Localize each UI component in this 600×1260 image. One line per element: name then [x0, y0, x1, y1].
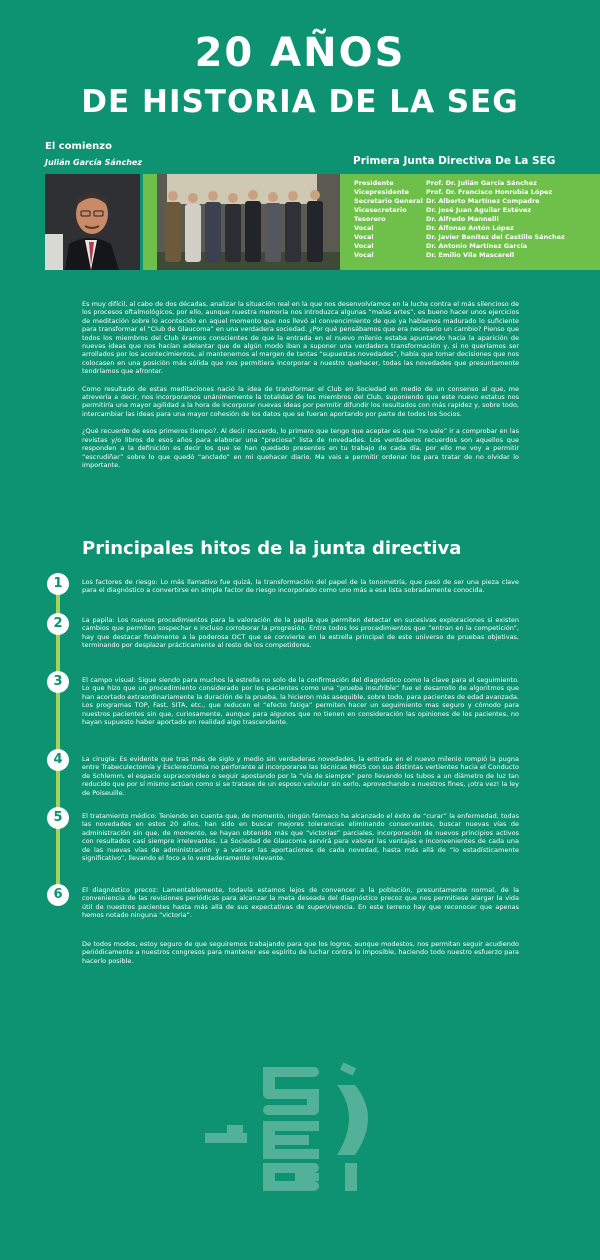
accent-strip	[143, 174, 157, 270]
milestone-number-6: 6	[47, 884, 69, 906]
intro-paragraph-3: ¿Qué recuerdo de esos primeros tiempo?. Al decir recuerdo, lo primero que tengo que aceptar es que “no vale” ir a comprobar en las revistas y/o libros de esos años para elaborar una “preciosa” lista de novedades. Los verdaderos recuerdos son aquellos que responden a la definición es decir los que se han quedado presentes en tu trabajo de cada día, por ello me voy a permitir “escrudiñar” sobre lo que quedó “anclado” en mi quehacer diario. Ma vais a permitir ordenar los para tratar de no olvidar lo importante.	[82, 427, 519, 469]
milestone-text-2: La papila: Los nuevos procedimientos para la valoración de la papila que permiten detectar en sucesivas exploraciones si existen cambios que permiten sospechar e incluso corroborar la progresión. Entre todos los procedimientos que “entran en la competición”, hay que destacar finalmente a la poderosa OCT que se convierte en la estrella principal de este universo de pruebas objetivas, terminando por desplazar prácticamente al resto de los competidores.	[82, 616, 519, 650]
milestone-text-3: El campo visual: Sigue siendo para muchos la estrella no solo de la confirmación del diagnóstico como la clave para el seguimiento. Lo que hizo que un procedimiento considerado por los pacientes como una “prueba insufrible” fue el desarrollo de algoritmos que han acortado extraordinariamente la duración de la prueba, la hicieron más asequible, sobre todo, para pacientes de edad avanzada. Los programas TOP, Fast, SITA, etc., que reducen el “efecto fatiga” permiten hacer un seguimiento mas seguro y cómodo para nuestros pacientes sin que, curiosamente, aunque para algunos que no tienen en consideración las opiniones de los pacientes, no hayan supuesto haber aportado en realidad algo trascendente.	[82, 676, 519, 727]
board-name: Dr. Emilio Vila Mascarell	[426, 251, 515, 259]
board-row	[354, 224, 600, 233]
milestone-number-2: 2	[47, 613, 69, 635]
intro-text	[82, 300, 519, 478]
milestone-number-1: 1	[47, 573, 69, 595]
milestone-number-3: 3	[47, 671, 69, 693]
board-row	[354, 206, 600, 215]
board-role: Vocal	[354, 224, 374, 232]
board-name: Prof. Dr. Francisco Honrubia López	[426, 188, 553, 196]
title-line-2: DE HISTORIA DE LA SEG	[81, 84, 519, 120]
board-role: Vocal	[354, 233, 374, 241]
board-name: Prof. Dr. Julián García Sánchez	[426, 179, 537, 187]
milestone-text-5: El tratamiento médico: Teniendo en cuenta que, de momento, ningún fármaco ha alcanzado el éxito de “curar” la enfermedad, todas las novedades en estos 20 años, han sido en buscar mejores tolerancias eliminando conservantes, buscar nuevas vías de administración sin que, de momento, se hayan obtenido más que “victorias” parciales, incorporación de nuevos principios activos con resultados casi siempre irrelevantes. La Sociedad de Glaucoma servirá para valorar las ventajas e inconvenientes de cada una de las nuevas vías de administración y a valorar las aportaciones de cada novedad, hasta más allá de “lo estadísticamente significativo”, llevando el foco a lo verdaderamente relevante.	[82, 812, 519, 863]
logo-text: SEG	[298, 1194, 302, 1195]
seg-logo	[205, 1055, 395, 1195]
milestone-number-5: 5	[47, 807, 69, 829]
board-name: Dr. José Juan Aguilar Estévez	[426, 206, 532, 214]
title-line-1: 20 AÑOS	[194, 30, 406, 76]
board-name: Dr. Alfredo Mannelli	[426, 215, 499, 223]
board-role: Vicepresidente	[354, 188, 409, 196]
board-name: Dr. Antonio Martínez García	[426, 242, 528, 250]
board-row	[354, 233, 600, 242]
board-name: Dr. Alberto Martínez Compadre	[426, 197, 540, 205]
section-comienzo-title: El comienzo	[45, 141, 112, 152]
hitos-title: Principales hitos de la junta directiva	[82, 538, 462, 559]
board-role: Presidente	[354, 179, 394, 187]
board-role: Vocal	[354, 242, 374, 250]
group-photo	[157, 174, 340, 270]
intro-paragraph-2: Como resultado de estas meditaciones nació la idea de transformar el Club en Sociedad en medio de un consenso al que, me atrevería a decir, nos incorporamos unánimemente la totalidad de los miembros del Club, suponiendo que este nuevo estatus nos permitiría una mayor agilidad a la hora de incorporar nuevas ideas por permitir difundir los resultados con más rapidez y, sobre todo, intercambiar las ideas para una mayor cohesión de los datos que se fueran aportando por parte de todos los Socios.	[82, 384, 519, 418]
comienzo-author: Julián García Sánchez	[45, 158, 142, 167]
milestone-text-4: La cirugía: Es evidente que tras más de siglo y medio sin verdaderas novedades, la entrada en el nuevo milenio rompió la pugna entre Trabeculectomía y Esclerectomía no perforante al incorporarse las técnicas MIGS con sus distintas vertientes hacia el Conducto de Schlemm, el espacio supracoroideo o seguir apostando por la “vía de siempre” pero llevando los tubos a un diámetro de luz tan reducido que por sí mismo actúan como si se tratase de un esposo valvular sin serlo, aprovechando a nuestros fines, ¡otra vez! la ley de Poiseuille.	[82, 755, 519, 797]
board-role: Secretario General	[354, 197, 423, 205]
milestone-text-6: El diagnóstico precoz: Lamentablemente, todavía estamos lejos de convencer a la población, presuntamente normal, de la conveniencia de las revisiones periódicas para alcanzar la meta deseada del diagnóstico precoz que nos permitiese alargar la vida útil de nuestros pacientes hasta más allá de sus expectativas de supervivencia. En este terreno hay que reconocer que apenas hemos notado ninguna “victoria”.	[82, 886, 519, 920]
intro-paragraph-1: Es muy difícil, al cabo de dos décadas, analizar la situación real en la que nos desenvolvíamos en la lucha contra el más silencioso de los procesos oftalmológicos, por ello, aunque nuestra memoria nos introduzca algunas “malas artes”, es bueno hacer unos ejercicios de meditación sobre lo acontecido en aquel momento que nos llevó al convencimiento de que ya habíamos madurado lo suficiente para transformar el “Club de Glaucoma” en una verdadera sociedad. ¿Por qué pensábamos que era necesario un cambio? Pienso que todos los miembros del Club éramos conscientes de que la entrada en el nuevo milenio estaba apuntando hacia la aparición de nuevas ideas que nos hacían adelantar que de algún modo iban a suponer una verdadera transformación y, si no queríamos ser arrollados por los acontecimientos, al mantenernos al margen de tantas “supuestas novedades”, había que tomar decisiones que nos colocasen en una posición más sólida que nos permitiera incorporar a nuestro quehacer, todas las novedades que presuntamente tendríamos que afrontar.	[82, 300, 519, 376]
board-role: Vicesecretario	[354, 206, 407, 214]
milestone-number-4: 4	[47, 749, 69, 771]
board-row	[354, 188, 600, 197]
portrait-photo	[45, 174, 140, 270]
junta-title: Primera Junta Directiva De La SEG	[353, 155, 556, 167]
board-row	[354, 179, 600, 188]
board-row	[354, 197, 600, 206]
board-role: Tesorero	[354, 215, 386, 223]
board-members-list	[340, 174, 600, 270]
board-row	[354, 215, 600, 224]
board-row	[354, 251, 600, 260]
board-row	[354, 242, 600, 251]
board-role: Vocal	[354, 251, 374, 259]
closing-paragraph: De todos modos, estoy seguro de que seguiremos trabajando para que los logros, aunque modestos, nos permitan seguir acudiendo periódicamente a nuestros congresos para mantener ese espíritu de luchar contra lo imposible, haciendo todo nuestro esfuerzo para hacerlo posible.	[82, 940, 519, 965]
board-name: Dr. Javier Benítez del Castillo Sánchez	[426, 233, 565, 241]
milestone-text-1: Los factores de riesgo: Lo más llamativo fue quizá, la transformación del papel de la tonometría, que pasó de ser una pieza clave para el diagnóstico a convertirse en simple factor de riesgo incorporado como uno más a esa lista sobradamente conocida.	[82, 578, 519, 595]
board-name: Dr. Alfonso Antón López	[426, 224, 514, 232]
